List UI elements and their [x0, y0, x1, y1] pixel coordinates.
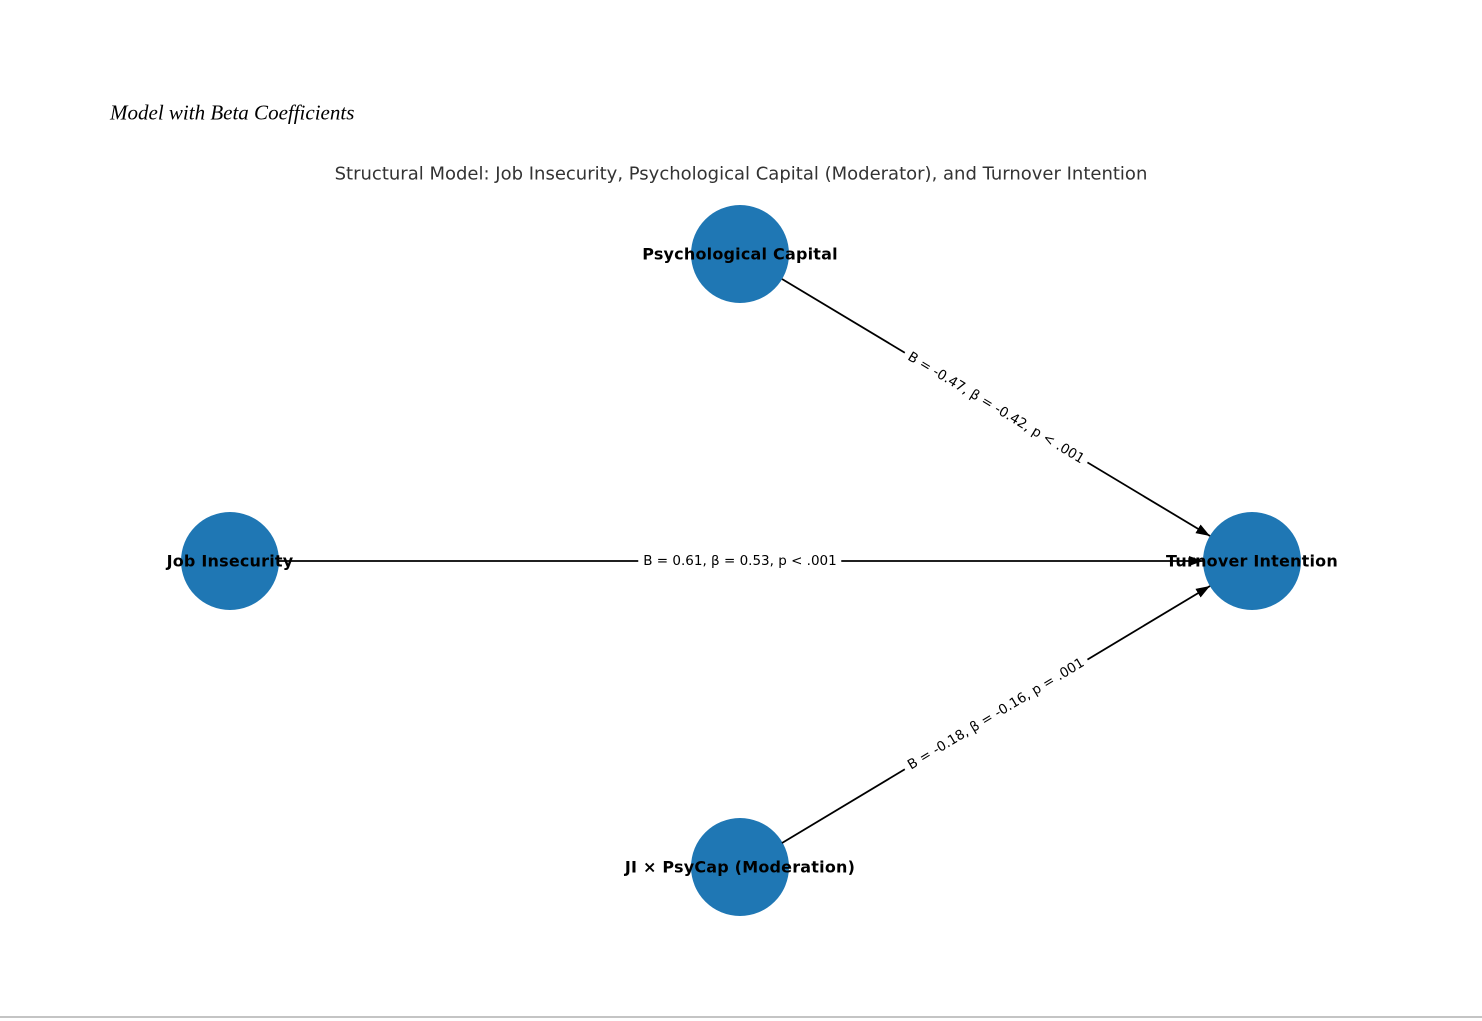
figure-title: Structural Model: Job Insecurity, Psychological Capital (Moderator), and Turnover Intention	[334, 163, 1148, 185]
edge-label-moderation-to-turnover: B = -0.18, β = -0.16, p = .001	[899, 651, 1092, 778]
edge-label-psycap-to-turnover: B = -0.47, β = -0.42, p < .001	[899, 345, 1092, 472]
node-label-psychological-capital: Psychological Capital	[642, 244, 838, 264]
node-label-ji-psycap-moderation: JI × PsyCap (Moderation)	[624, 857, 856, 877]
page-title: Model with Beta Coefficients	[110, 100, 355, 125]
edge-label-ji-to-turnover: B = 0.61, β = 0.53, p < .001	[638, 551, 841, 571]
page-divider	[0, 1016, 1482, 1018]
node-label-job-insecurity: Job Insecurity	[166, 551, 294, 571]
node-label-turnover-intention: Turnover Intention	[1166, 551, 1338, 571]
